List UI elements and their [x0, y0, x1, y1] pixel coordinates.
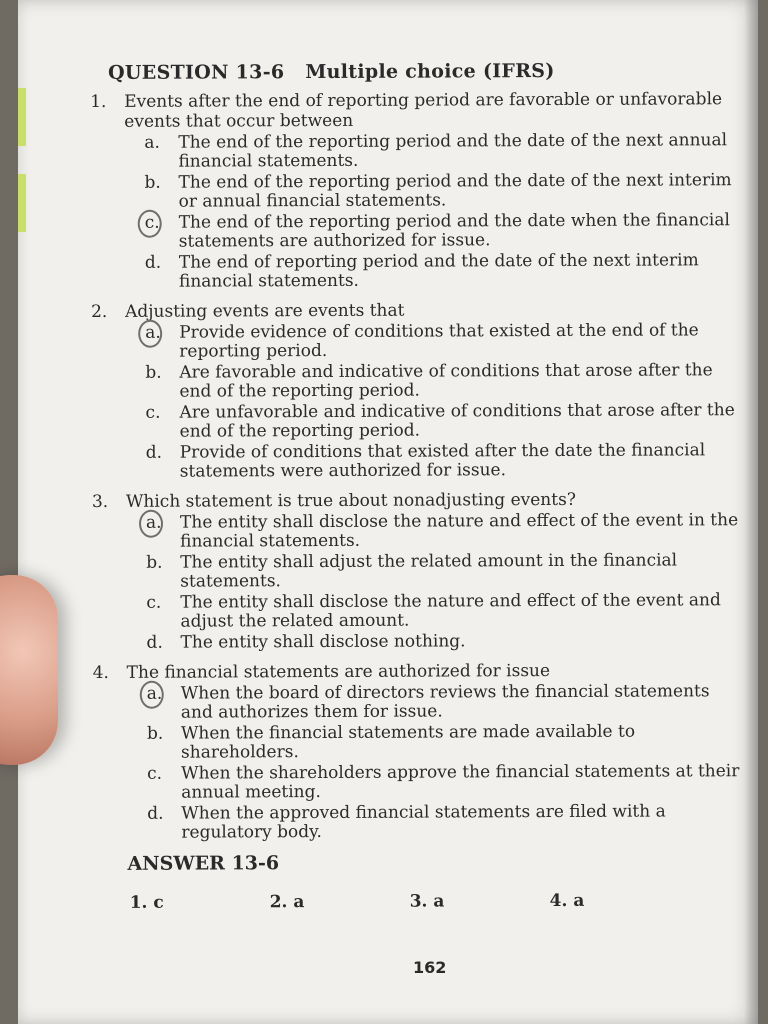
book-page [18, 0, 758, 1024]
choice-letter: b. [145, 362, 162, 383]
answer-item: 3. a [409, 891, 445, 912]
choice-letter: d. [146, 632, 163, 653]
question-2 [91, 299, 742, 482]
question-3 [92, 489, 743, 653]
choice-text: The end of reporting period and the date of the next interim financial statements. [178, 250, 699, 292]
answer-item: 1. c [129, 892, 164, 913]
question-text: The financial statements are authorized for issue [126, 660, 551, 683]
choice-letter: c. [146, 592, 162, 613]
choice-letter: a. [144, 132, 160, 153]
choice-text: Provide of conditions that existed after the date the financial statements were authorized for issue. [179, 440, 706, 482]
choice-text: The entity shall disclose nothing. [180, 631, 466, 653]
choice-text: The entity shall disclose the nature and effect of the event and adjust the related amount. [180, 590, 721, 632]
page-number: 162 [413, 958, 447, 977]
choice-letter: d. [147, 803, 164, 824]
choice-letter: d. [145, 442, 163, 463]
question-number: 4. [92, 662, 109, 683]
choice-text: Are favorable and indicative of conditions that arose after the end of the reporting period. [179, 360, 713, 402]
question-text: Which statement is true about nonadjusting events? [125, 489, 576, 512]
choice-text: When the board of directors reviews the financial statements and authorizes them for issue. [180, 681, 710, 723]
question-text: Events after the end of reporting period are favorable or unfavorable events that occur between [124, 89, 723, 132]
question-text: Adjusting events are events that [125, 300, 405, 322]
choice-text: When the approved financial statements are filed with a regulatory body. [181, 801, 666, 843]
choice-letter: b. [144, 172, 161, 193]
choice-letter: c. [145, 402, 161, 423]
question-title: Multiple choice (IFRS) [305, 59, 555, 84]
choice-letter: b. [146, 552, 163, 573]
answer-heading: ANSWER 13-6 [127, 852, 280, 875]
question-4 [93, 660, 744, 843]
choice-text: The entity shall disclose the nature and effect of the event in the financial statements. [179, 510, 739, 552]
circled-choice-letter: c. [145, 214, 179, 252]
choice-letter: c. [147, 763, 163, 784]
sticky-tab [18, 88, 26, 146]
choice-text: The end of the reporting period and the date of the next annual financial statements. [178, 130, 728, 172]
answer-item: 4. a [549, 890, 585, 912]
question-number: 2. [91, 301, 108, 322]
question-1 [90, 89, 741, 292]
question-number-heading: QUESTION 13-6 [107, 61, 285, 84]
sticky-tabs [18, 80, 27, 240]
choice-text: The end of the reporting period and the date when the financial statements are authorized for issue. [178, 210, 730, 252]
answer-item: 2. a [269, 892, 305, 913]
choice-text: When the shareholders approve the financial statements at their annual meeting. [181, 761, 740, 803]
question-number: 1. [90, 91, 107, 112]
choice-text: The end of the reporting period and the date of the next interim or annual financial statements. [178, 170, 732, 212]
choice-text: The entity shall adjust the related amount in the financial statements. [180, 550, 678, 592]
choice-letter: b. [146, 723, 164, 744]
circled-choice-letter: a. [147, 685, 181, 723]
choice-text: Are unfavorable and indicative of conditions that arose after the end of the reporting period. [179, 400, 735, 442]
page-content [90, 59, 744, 913]
choice-text: When the financial statements are made available to shareholders. [180, 721, 636, 763]
answer-list [130, 890, 744, 913]
choice-text: Provide evidence of conditions that existed at the end of the reporting period. [179, 320, 699, 362]
section-heading [108, 59, 740, 84]
choice-letter: d. [144, 252, 162, 273]
thumb-image [0, 575, 58, 765]
circled-choice-letter: a. [146, 514, 180, 552]
question-number: 3. [91, 491, 109, 512]
sticky-tab [18, 174, 26, 232]
circled-choice-letter: a. [145, 324, 179, 362]
